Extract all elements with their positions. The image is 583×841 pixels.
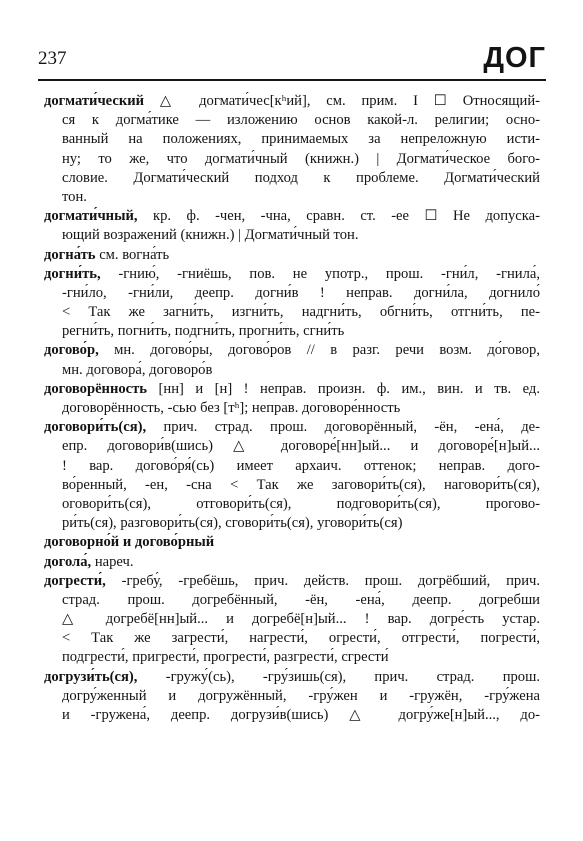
page-number: 237 xyxy=(38,48,67,69)
entry-text-line: -гружу́(сь), -гру́зишь(ся), прич. страд. прош. xyxy=(165,668,540,685)
entry-headword: догни́ть, xyxy=(44,265,101,282)
page-header xyxy=(38,42,546,76)
entry-headword: догна́ть xyxy=(44,246,96,263)
entry-text-line: подгрести́, пригрести́, прогрести́, разгрести́, сгрести́ xyxy=(62,649,389,666)
entry-headword: догмати́ческий xyxy=(44,93,145,109)
entry-headword: догмати́чный, xyxy=(44,208,138,225)
entry-text-line: △ догребё[нн]ый... и догребё[н]ый... ! вар. догре́сть устар. xyxy=(62,611,540,628)
entry-text-line: мн. догово́ры, догово́ров // в разг. речи возм. до́говор, xyxy=(114,342,540,359)
entry-text-line: кр. ф. -чен, -чна, сравн. ст. -ее ☐ Не допуска- xyxy=(153,208,540,225)
entry-text-line: оговори́ть(ся), отговори́ть(ся), подговори́ть(ся), прогово- xyxy=(62,495,540,512)
dictionary-entry xyxy=(44,533,540,552)
dictionary-entry xyxy=(44,418,540,533)
entry-text-line: △ догмати́чес[кʰий], см. прим. I ☐ Относящий- xyxy=(159,93,540,109)
dictionary-entry xyxy=(44,92,540,207)
entry-text-line: ванный на положениях, принимаемых за непреложную исти- xyxy=(62,131,540,148)
entry-text-line: ну; то же, что догмати́чный (книжн.) | Догмати́ческое бого- xyxy=(62,150,540,167)
entry-text-line: страд. прош. догребённый, -ён, -ена́, деепр. догребши xyxy=(62,591,540,608)
entry-text-line: епр. договори́в(шись) △ договоре́[нн]ый... и договоре́[н]ый... xyxy=(62,438,540,455)
entry-text-line: нареч. xyxy=(94,553,134,570)
entry-headword: договори́ть(ся), xyxy=(44,419,147,436)
entry-text-line: < Так же загрести́, нагрести́, огрести́, отгрести́, погрести́, xyxy=(62,630,540,647)
entry-text-line: регни́ть, погни́ть, подгни́ть, прогни́ть, сгни́ть xyxy=(62,323,345,340)
entry-text-line: мн. договора́, договоро́в xyxy=(62,361,213,378)
entry-text-line: прич. страд. прош. договорённый, -ён, -ена́, де- xyxy=(163,419,540,436)
entry-text-line: и -гружена́, деепр. догрузи́в(шись) △ догру́же[н]ый..., до- xyxy=(62,707,540,723)
entry-text-line: см. вогна́ть xyxy=(99,246,170,263)
running-head: ДОГ xyxy=(483,42,546,74)
dictionary-entry xyxy=(44,572,540,668)
entry-text-line: -гребу́, -гребёшь, прич. действ. прош. догрёбший, прич. xyxy=(121,572,540,589)
entry-text-line: догру́женный и догружённый, -гру́жен и -гружён, -гру́жена xyxy=(62,687,540,704)
header-rule xyxy=(38,79,546,81)
dictionary-entry xyxy=(44,265,540,342)
entry-headword: догово́р, xyxy=(44,342,99,359)
dictionary-entry xyxy=(44,341,540,379)
entry-text-line: тон. xyxy=(62,188,87,205)
entry-text-line: ри́ть(ся), разговори́ть(ся), сговори́ть(ся), уговори́ть(ся) xyxy=(62,515,403,532)
entry-text-line: -гни́ло, -гни́ли, деепр. догни́в ! неправ. догни́ла, догнило́ xyxy=(62,284,540,301)
dictionary-entry xyxy=(44,668,540,726)
entry-text-line: < Так же загни́ть, изгни́ть, надгни́ть, обгни́ть, отгни́ть, пе- xyxy=(62,304,540,321)
entry-headword: договорённость xyxy=(44,380,148,397)
entry-headword: договорно́й и догово́рный xyxy=(44,534,215,551)
entry-text-line: ! вар. догово́ря́(сь) имеет архаич. оттенок; неправ. дого- xyxy=(62,457,540,474)
dictionary-entry xyxy=(44,246,540,265)
entry-text-line: ся к догма́тике — изложению основ какой-л. религии; осно- xyxy=(62,112,540,129)
entry-headword: догрузи́ть(ся), xyxy=(44,668,138,685)
entry-text-line: ющий возражений (книжн.) | Догмати́чный тон. xyxy=(62,227,359,244)
entry-text-line: словие. Догмати́ческий подход к проблеме. Догмати́ческий xyxy=(62,169,540,186)
entry-text-line: договорённость, -сью без [тʰ]; неправ. договоре́нность xyxy=(62,400,401,416)
entry-headword: догрести́, xyxy=(44,572,106,589)
dictionary-entry xyxy=(44,553,540,572)
dictionary-entries xyxy=(44,92,540,725)
dictionary-entry xyxy=(44,207,540,245)
entry-text-line: во́ренный, -ен, -сна < Так же заговори́ть(ся), наговори́ть(ся), xyxy=(62,476,540,493)
entry-text-line: [нн] и [н] ! неправ. произн. ф. им., вин. и тв. ед. xyxy=(158,380,540,397)
dictionary-entry xyxy=(44,380,540,418)
entry-text-line: -гнию́, -гниёшь, пов. не употр., прош. -гни́л, -гнила́, xyxy=(118,265,540,282)
entry-headword: догола́, xyxy=(44,553,92,570)
